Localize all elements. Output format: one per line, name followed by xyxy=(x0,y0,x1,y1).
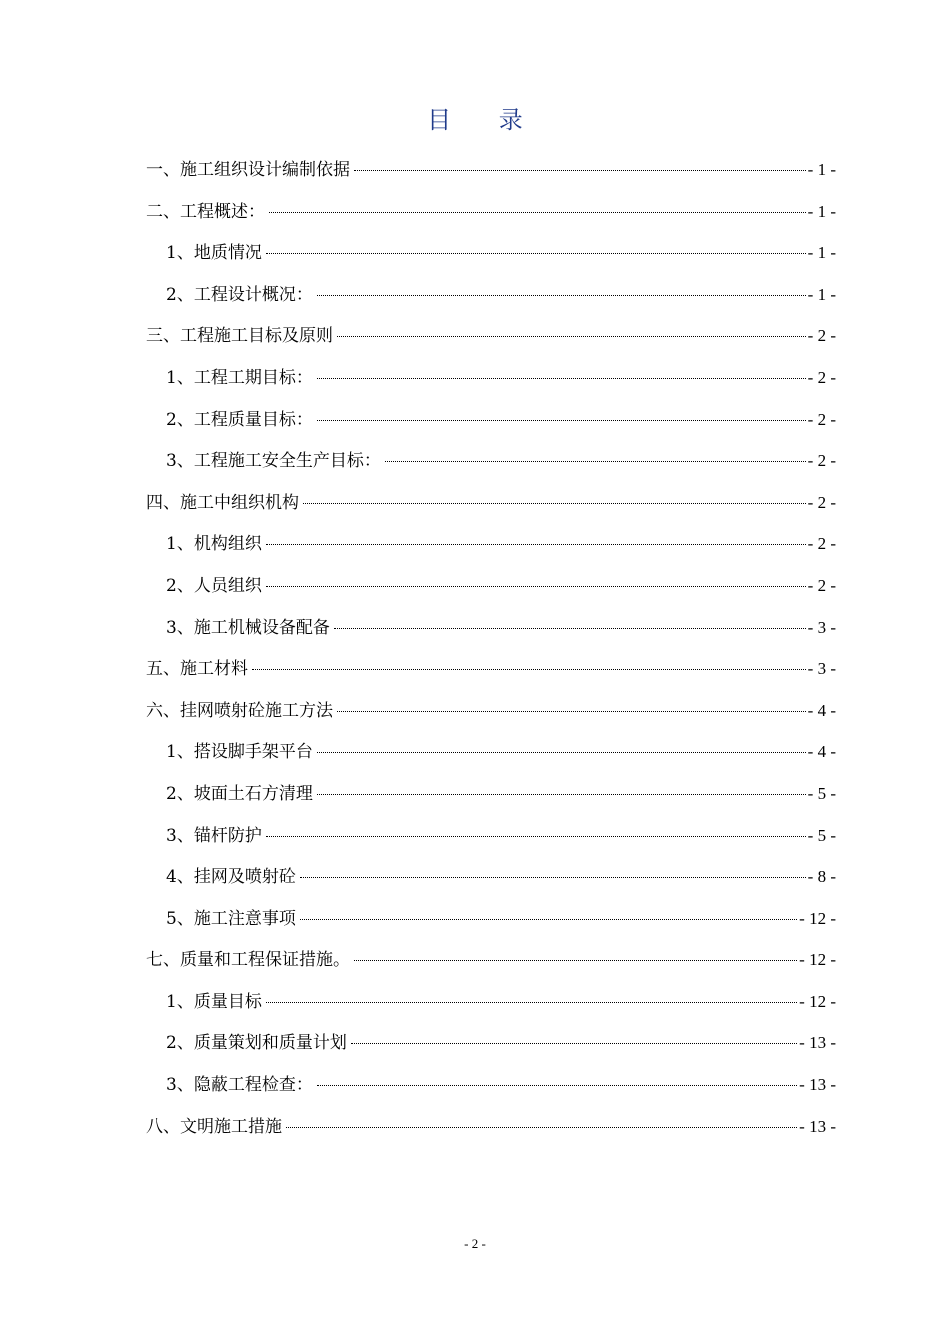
toc-entry-page-number: - 2 - xyxy=(807,451,836,471)
toc-entry-label: 4、挂网及喷射砼 xyxy=(166,867,296,888)
toc-dot-leader xyxy=(266,252,806,254)
toc-entry-page-number: - 4 - xyxy=(807,742,836,762)
toc-entry[interactable] xyxy=(146,321,836,363)
toc-dot-leader xyxy=(354,169,806,171)
toc-dot-leader xyxy=(351,1042,797,1044)
toc-entry-page-number: - 3 - xyxy=(807,617,836,637)
page-number-footer: - 2 - xyxy=(464,1236,486,1251)
toc-entry-page-number: - 5 - xyxy=(807,825,836,845)
toc-entry-label: 八、文明施工措施 xyxy=(146,1116,282,1137)
toc-dot-leader xyxy=(337,335,806,337)
toc-entry-page-number: - 1 - xyxy=(807,160,836,179)
toc-entry-page-number: - 12 - xyxy=(799,908,836,928)
toc-entry[interactable] xyxy=(146,446,836,488)
toc-dot-leader xyxy=(385,460,806,462)
toc-entry-label: 一、施工组织设计编制依据 xyxy=(146,160,350,180)
toc-entry[interactable] xyxy=(146,1112,836,1154)
toc-entry-label: 2、工程质量目标： xyxy=(166,409,313,430)
toc-entry[interactable] xyxy=(146,654,836,696)
toc-entry[interactable] xyxy=(146,779,836,821)
toc-entry[interactable] xyxy=(146,821,836,863)
toc-entry-page-number: - 1 - xyxy=(807,284,836,304)
toc-dot-leader xyxy=(334,627,806,629)
toc-dot-leader xyxy=(286,1126,797,1128)
toc-entry-label: 2、质量策划和质量计划 xyxy=(166,1033,347,1054)
toc-entry-label: 1、搭设脚手架平台 xyxy=(166,742,313,763)
toc-entry[interactable] xyxy=(146,488,836,530)
toc-entry-page-number: - 13 - xyxy=(799,1075,836,1095)
toc-dot-leader xyxy=(269,211,806,213)
toc-entry-page-number: - 1 - xyxy=(807,201,836,221)
toc-entry[interactable] xyxy=(146,613,836,655)
toc-entry-label: 1、地质情况 xyxy=(166,243,262,264)
toc-entry-page-number: - 12 - xyxy=(799,950,836,970)
toc-entry-page-number: - 2 - xyxy=(807,534,836,554)
toc-dot-leader xyxy=(317,419,806,421)
toc-dot-leader xyxy=(317,377,806,379)
toc-entry-label: 三、工程施工目标及原则 xyxy=(146,326,333,347)
toc-dot-leader xyxy=(300,918,797,920)
toc-entry-page-number: - 13 - xyxy=(799,1116,836,1136)
toc-entry[interactable] xyxy=(146,238,836,280)
toc-dot-leader xyxy=(300,876,806,878)
toc-dot-leader xyxy=(354,959,797,961)
toc-entry[interactable] xyxy=(146,737,836,779)
toc-entry-label: 六、挂网喷射砼施工方法 xyxy=(146,700,333,721)
toc-entry[interactable] xyxy=(146,529,836,571)
toc-dot-leader xyxy=(266,585,806,587)
toc-entry[interactable] xyxy=(146,155,836,197)
toc-entry-label: 2、坡面土石方清理 xyxy=(166,783,313,804)
toc-entry[interactable] xyxy=(146,1070,836,1112)
toc-entry-page-number: - 2 - xyxy=(807,575,836,595)
toc-title: 目 录 xyxy=(427,106,543,134)
toc-dot-leader xyxy=(266,1001,797,1003)
toc-entry[interactable] xyxy=(146,280,836,322)
toc-dot-leader xyxy=(252,668,806,670)
toc-entry-page-number: - 3 - xyxy=(807,659,836,679)
toc-dot-leader xyxy=(317,751,806,753)
toc-dot-leader xyxy=(303,502,806,504)
toc-entry-label: 1、工程工期目标： xyxy=(166,367,313,388)
toc-dot-leader xyxy=(266,835,806,837)
toc-entry-page-number: - 4 - xyxy=(807,700,836,720)
toc-entry[interactable] xyxy=(146,405,836,447)
toc-entry-label: 二、工程概述： xyxy=(146,201,265,222)
toc-entry[interactable] xyxy=(146,197,836,239)
toc-dot-leader xyxy=(337,710,806,712)
toc-entry-page-number: - 2 - xyxy=(807,409,836,429)
toc-entry-label: 2、人员组织 xyxy=(166,575,262,596)
table-of-contents xyxy=(146,155,836,1153)
toc-entry-label: 七、质量和工程保证措施。 xyxy=(146,950,350,971)
toc-entry[interactable] xyxy=(146,363,836,405)
toc-entry[interactable] xyxy=(146,987,836,1029)
toc-entry-label: 3、锚杆防护 xyxy=(166,825,262,846)
toc-entry-label: 1、机构组织 xyxy=(166,534,262,555)
toc-entry[interactable] xyxy=(146,696,836,738)
toc-entry-label: 四、施工中组织机构 xyxy=(146,492,299,513)
toc-entry[interactable] xyxy=(146,571,836,613)
toc-dot-leader xyxy=(317,1084,797,1086)
toc-entry-label: 5、施工注意事项 xyxy=(166,908,296,929)
toc-dot-leader xyxy=(317,793,806,795)
toc-entry-page-number: - 2 - xyxy=(807,492,836,512)
toc-entry[interactable] xyxy=(146,1028,836,1070)
toc-entry-label: 3、工程施工安全生产目标： xyxy=(166,451,381,472)
toc-entry-page-number: - 13 - xyxy=(799,1033,836,1053)
toc-entry-label: 1、质量目标 xyxy=(166,991,262,1012)
toc-entry-page-number: - 2 - xyxy=(807,367,836,387)
toc-dot-leader xyxy=(266,543,806,545)
toc-entry-page-number: - 2 - xyxy=(807,326,836,346)
toc-entry-page-number: - 12 - xyxy=(799,991,836,1011)
toc-entry[interactable] xyxy=(146,945,836,987)
toc-entry-page-number: - 1 - xyxy=(807,243,836,263)
toc-entry[interactable] xyxy=(146,904,836,946)
toc-entry-label: 3、隐蔽工程检查： xyxy=(166,1075,313,1096)
toc-entry-label: 3、施工机械设备配备 xyxy=(166,617,330,638)
toc-entry-page-number: - 8 - xyxy=(807,867,836,887)
toc-entry-label: 2、工程设计概况： xyxy=(166,284,313,305)
toc-entry[interactable] xyxy=(146,862,836,904)
toc-entry-label: 五、施工材料 xyxy=(146,659,248,680)
toc-entry-page-number: - 5 - xyxy=(807,783,836,803)
toc-dot-leader xyxy=(317,294,806,296)
